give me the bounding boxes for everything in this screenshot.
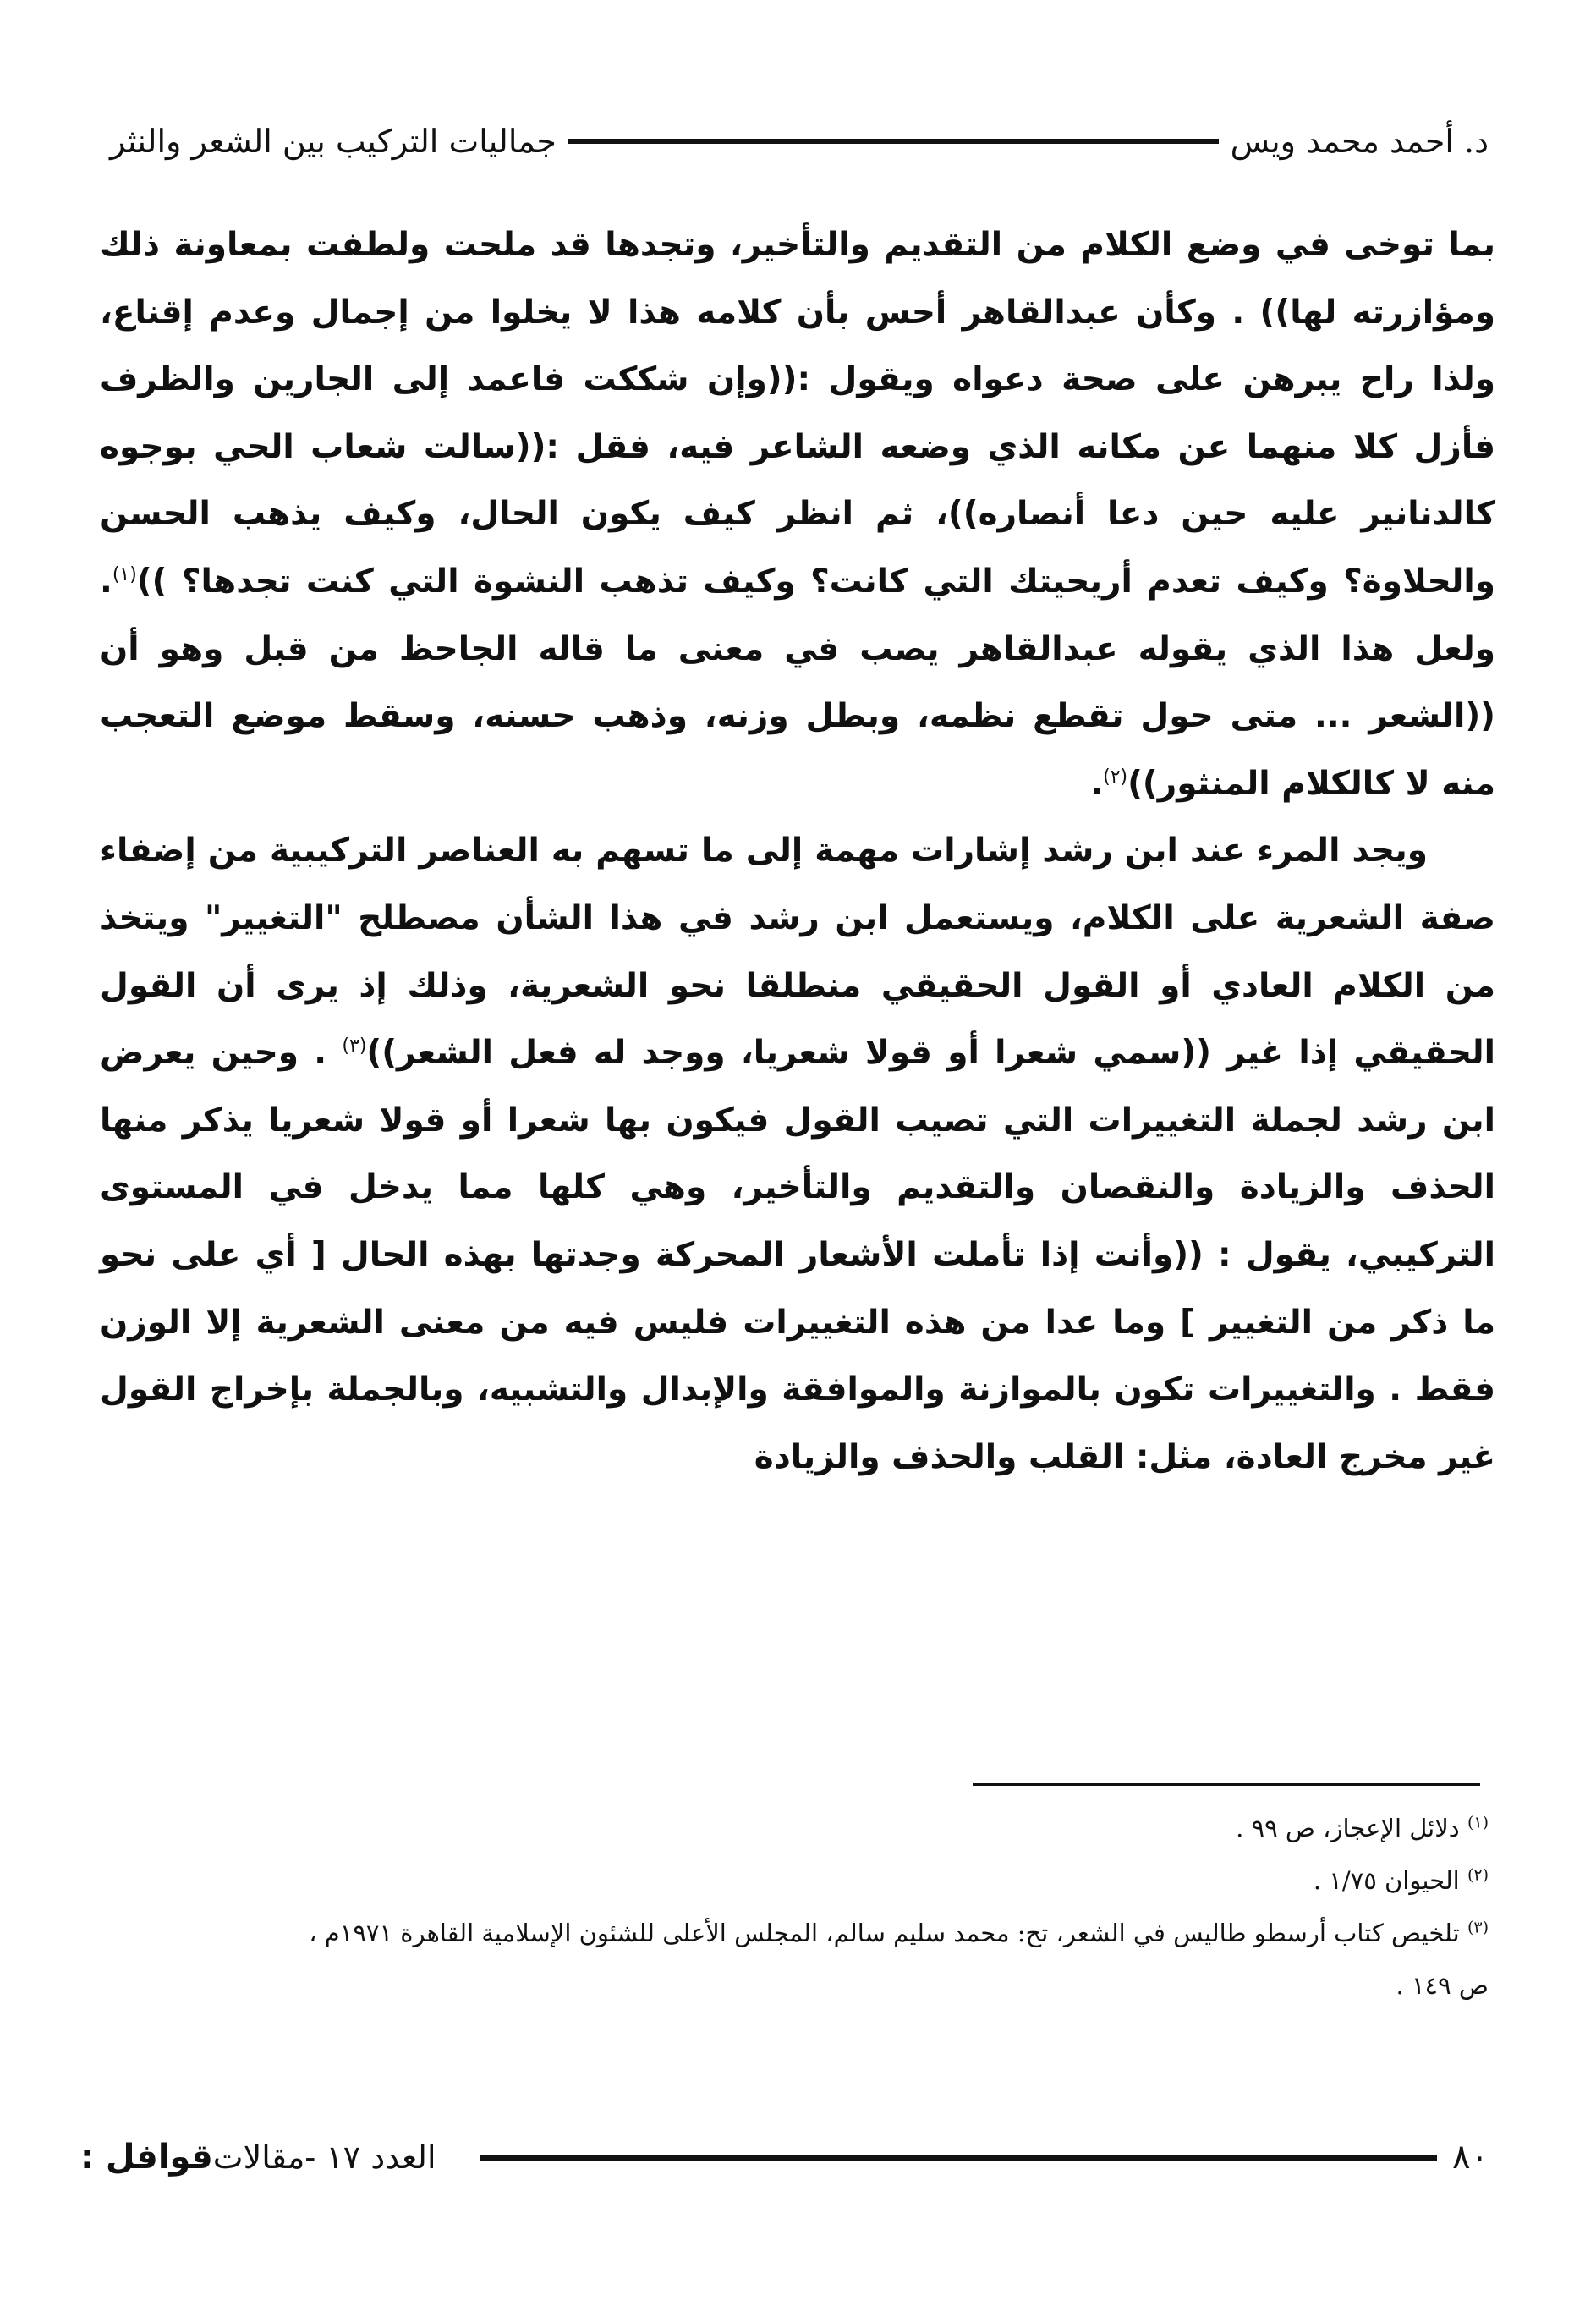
footnote-number: (٣) [1467, 1918, 1489, 1937]
footnotes [110, 1802, 1489, 2012]
footnote-number: (١) [1467, 1813, 1489, 1832]
journal-name: قوافل : [80, 2138, 213, 2177]
footnote-2 [110, 1854, 1489, 1907]
footnote-3-continuation: ص ١٤٩ . [1396, 1971, 1489, 2000]
footnote-3 [110, 1907, 1489, 1959]
footnote-ref-2[interactable]: (٢) [1103, 766, 1128, 788]
running-header [110, 112, 1489, 171]
paragraph-1 [100, 211, 1495, 817]
paragraph-2-text-a: ويجد المرء عند ابن رشد إشارات مهمة إلى ما تسهم به العناصر التركيبية من إضفاء صفة الشعرية على الكلام، ويستعمل ابن رشد في هذا الشأن مصطلح "التغيير" ويتخذ من الكلام العادي أو القول الحقيقي منطلقا نحو الشعرية، وذلك إذ يرى أن القول الحقيقي إذا غير ((سمي شعرا أو قولا شعريا، ووجد له فعل الشعر)) [100, 832, 1495, 1073]
running-header-title: جماليات التركيب بين الشعر والنثر [110, 123, 557, 160]
running-header-author: د. أحمد محمد ويس [1230, 123, 1489, 160]
paragraph-2-text-b: . وحين يعرض ابن رشد لجملة التغييرات التي تصيب القول فيكون بها شعرا أو قولا شعريا يذكر منها الحذف والزيادة والنقصان والتقديم والتأخير، وهي كلها مما يدخل في المستوى التركيبي، يقول : ((وأنت إذا تأملت الأشعار المحركة وجدتها بهذه الحال [ أي على نحو ما ذكر من التغيير ] وما عدا من هذه التغييرات فليس فيه من معنى الشعرية إلا الوزن فقط . والتغييرات تكون بالموازنة والموافقة والإبدال والتشبيه، وبالجملة بإخراج القول غير مخرج العادة، مثل: القلب والحذف والزيادة [100, 1034, 1495, 1476]
footnote-text: دلائل الإعجاز، ص ٩٩ . [1236, 1814, 1460, 1842]
footnote-separator [973, 1783, 1480, 1786]
footnote-text: الحيوان ١/٧٥ . [1313, 1866, 1460, 1895]
paragraph-1-text-c: . [1090, 764, 1104, 803]
page-footer [80, 2128, 1489, 2187]
footer-rule [480, 2155, 1437, 2161]
footnote-ref-1[interactable]: (١) [112, 563, 137, 585]
issue-label: العدد ١٧ -مقالات [212, 2139, 436, 2176]
body-text [100, 211, 1495, 1491]
footnote-1 [110, 1802, 1489, 1854]
header-rule [568, 139, 1219, 144]
page-number: ٨٠ [1452, 2138, 1489, 2177]
paragraph-1-text-a: بما توخى في وضع الكلام من التقديم والتأخير، وتجدها قد ملحت ولطفت بمعاونة ذلك ومؤازرته لها)) . وكأن عبدالقاهر أحس بأن كلامه هذا لا يخلوا من إجمال وعدم إقناع، ولذا راح يبرهن على صحة دعواه ويقول :((وإن شككت فاعمد إلى الجارين والظرف فأزل كلا منهما عن مكانه الذي وضعه الشاعر فيه، فقل :((سالت شعاب الحي بوجوه كالدنانير عليه حين دعا أنصاره))، ثم انظر كيف يكون الحال، وكيف يذهب الحسن والحلاوة؟ وكيف تعدم أريحيتك التي كانت؟ وكيف تذهب النشوة التي كنت تجدها؟ )) [100, 226, 1495, 601]
paragraph-1-text-b: . ولعل هذا الذي يقوله عبدالقاهر يصب في معنى ما قاله الجاحظ من قبل وهو أن ((الشعر ... متى حول تقطع نظمه، وبطل وزنه، وذهب حسنه، وسقط موضع التعجب منه لا كالكلام المنثور)) [100, 562, 1495, 803]
footnote-number: (٢) [1467, 1865, 1489, 1885]
paragraph-2 [100, 817, 1495, 1491]
footnote-text: تلخيص كتاب أرسطو طاليس في الشعر، تح: محمد سليم سالم، المجلس الأعلى للشئون الإسلامية القاهرة ١٩٧١م ، [309, 1919, 1460, 1947]
footnote-ref-3[interactable]: (٣) [342, 1035, 367, 1057]
